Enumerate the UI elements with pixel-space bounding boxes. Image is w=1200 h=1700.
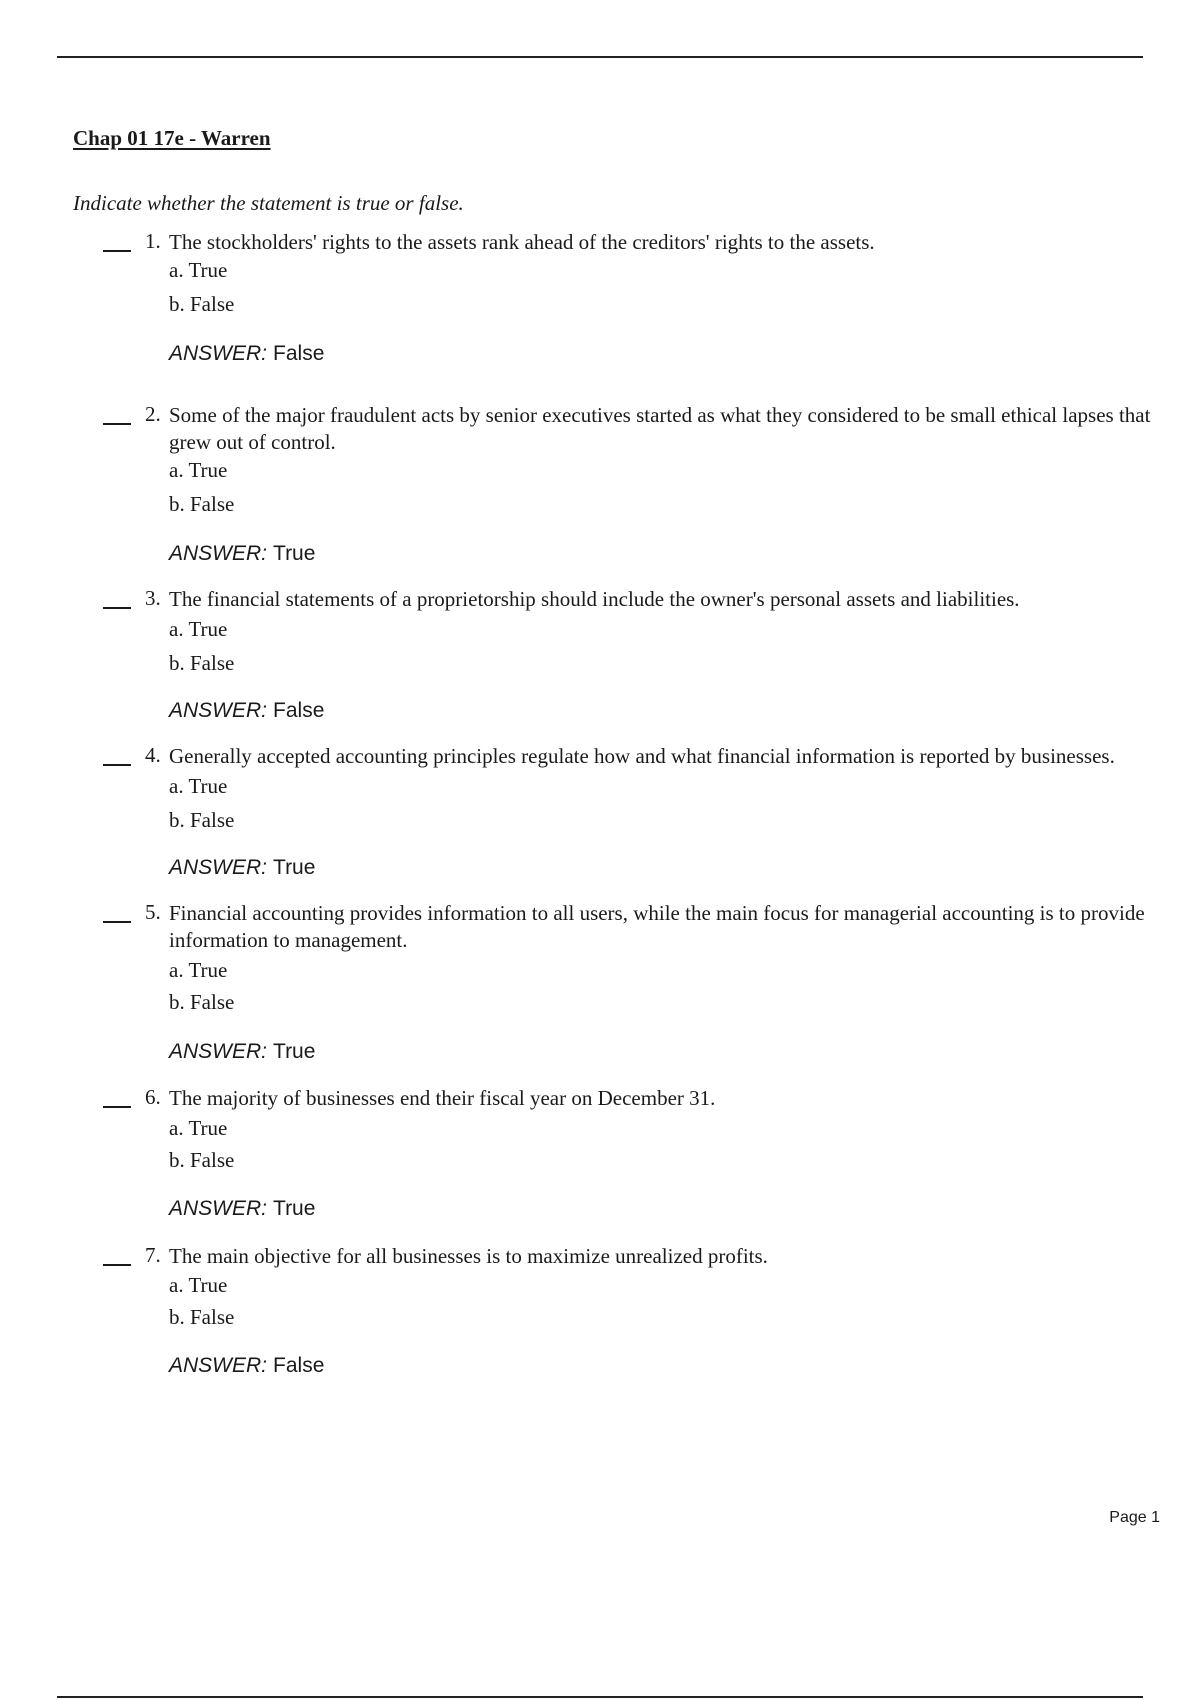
option-false: b. False [169,651,235,675]
question-text: Some of the major fraudulent acts by senior executives started as what they considered to be small ethical lapses that grew out of control. [169,403,1151,454]
instructions: Indicate whether the statement is true or false. [73,191,464,215]
answer-value: True [273,1197,316,1220]
answer-line [169,542,315,566]
top-rule [57,56,1143,58]
answer-blank[interactable] [103,607,131,609]
answer-line [169,699,324,723]
answer-value: True [273,856,316,879]
option-true: a. True [169,1116,228,1140]
answer-value: False [273,342,325,365]
question-number: 7. [145,1243,161,1267]
question-number: 1. [145,229,161,253]
answer-line [169,1197,315,1221]
question-text: The majority of businesses end their fiscal year on December 31. [169,1086,716,1110]
answer-value: True [273,1040,316,1063]
question-number: 3. [145,586,161,610]
question-text: The stockholders' rights to the assets rank ahead of the creditors' rights to the assets. [169,230,875,254]
answer-value: True [273,542,316,565]
answer-blank[interactable] [103,921,131,923]
option-true: a. True [169,1273,228,1297]
answer-blank[interactable] [103,423,131,425]
option-false: b. False [169,990,235,1014]
answer-label: ANSWER: [169,856,268,879]
answer-value: False [273,699,325,722]
option-true: a. True [169,617,228,641]
question-text: The financial statements of a proprietorship should include the owner's personal assets and liabilities. [169,587,1020,611]
option-true: a. True [169,774,228,798]
question-text: The main objective for all businesses is to maximize unrealized profits. [169,1244,768,1268]
option-false: b. False [169,292,235,316]
question-number: 6. [145,1085,161,1109]
question-text: Generally accepted accounting principles regulate how and what financial information is reported by businesses. [169,744,1115,768]
answer-blank[interactable] [103,250,131,252]
answer-label: ANSWER: [169,1040,268,1063]
answer-label: ANSWER: [169,1197,268,1220]
answer-label: ANSWER: [169,1354,268,1377]
document-title: Chap 01 17e - Warren [73,126,271,150]
bottom-rule [57,1696,1143,1698]
question-text: Financial accounting provides information to all users, while the main focus for managerial accounting is to provide information to management. [169,901,1145,952]
answer-line [169,1040,315,1064]
answer-line [169,342,324,366]
question-number: 2. [145,402,161,426]
answer-label: ANSWER: [169,542,268,565]
option-false: b. False [169,492,235,516]
option-true: a. True [169,458,228,482]
answer-line [169,1354,324,1378]
question-number: 4. [145,743,161,767]
option-false: b. False [169,1148,235,1172]
option-false: b. False [169,808,235,832]
answer-blank[interactable] [103,1264,131,1266]
option-false: b. False [169,1305,235,1329]
answer-line [169,856,315,880]
answer-blank[interactable] [103,764,131,766]
answer-label: ANSWER: [169,699,268,722]
question-number: 5. [145,900,161,924]
page-number: Page 1 [1109,1509,1160,1526]
option-true: a. True [169,258,228,282]
option-true: a. True [169,958,228,982]
answer-blank[interactable] [103,1106,131,1108]
answer-value: False [273,1354,325,1377]
answer-label: ANSWER: [169,342,268,365]
